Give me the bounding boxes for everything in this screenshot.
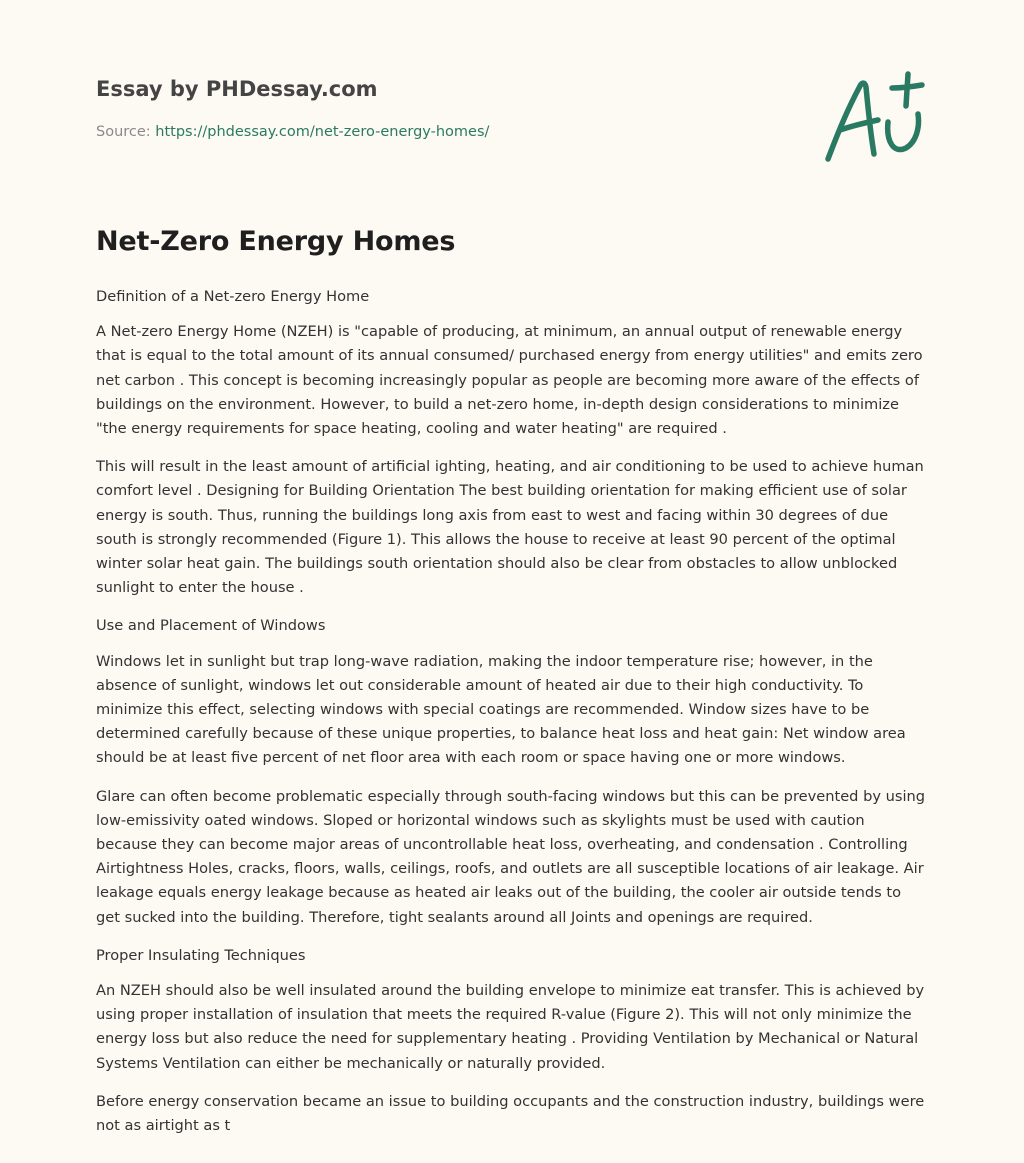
paragraph: A Net-zero Energy Home (NZEH) is "capable of producing, at minimum, an annual output of renewable energy that is equal to the total amount of its annual consumed/ purchased energy from energy utilities" and emits zero net carbon . This concept is becoming increasingly popular as people are becoming more aware of the effects of buildings on the environment. However, to build a net-zero home, in-depth design considerations to minimize "the energy requirements for space heating, cooling and water heating" are required .: [96, 323, 923, 438]
paragraph: This will result in the least amount of artificial ighting, heating, and air conditioning to be used to achieve human comfort level . Designing for Building Orientation The best building orientation for making efficient use of solar energy is south. Thus, running the buildings long axis from east to west and facing within 30 degrees of due south is strongly recommended (Figure 1). This allows the house to receive at least 90 percent of the optimal winter solar heat gain. The buildings south orientation should also be clear from obstacles to allow unblocked sunlight to enter the house .: [96, 458, 924, 597]
section-heading-insulation: Proper Insulating Techniques: [96, 946, 306, 964]
essay-body: [96, 285, 928, 1152]
source-line: [96, 124, 489, 140]
site-brand: Essay by PHDessay.com: [96, 77, 378, 101]
paragraph: An NZEH should also be well insulated around the building envelope to minimize eat transfer. This is achieved by using proper installation of insulation that meets the required R-value (Figure 2). This will not only minimize the energy loss but also reduce the need for supplementary heating . Providing Ventilation by Mechanical or Natural Systems Ventilation can either be mechanically or naturally provided.: [96, 982, 925, 1072]
source-link[interactable]: https://phdessay.com/net-zero-energy-homes/: [155, 124, 490, 140]
paragraph: Windows let in sunlight but trap long-wave radiation, making the indoor temperature rise; however, in the absence of sunlight, windows let out considerable amount of heated air due to their high conductivity. To minimize this effect, selecting windows with special coatings are recommended. Window sizes have to be determined carefully because of these unique properties, to balance heat loss and heat gain: Net window area should be at least five percent of net floor area with each room or space having one or more windows.: [96, 652, 906, 767]
paragraph: Glare can often become problematic especially through south-facing windows but this can be prevented by using low-emissivity oated windows. Sloped or horizontal windows such as skylights must be used with caution because they can become major areas of uncontrollable heat loss, overheating, and condensation . Controlling Airtightness Holes, cracks, floors, walls, ceilings, roofs, and outlets are all susceptible locations of air leakage. Air leakage equals energy leakage because as heated air leaks out of the building, the cooler air outside tends to get sucked into the building. Therefore, tight sealants around all Joints and openings are required.: [96, 787, 926, 926]
paragraph: Before energy conservation became an issue to building occupants and the construction industry, buildings were not as airtight as t: [96, 1092, 925, 1135]
source-label: Source:: [96, 124, 151, 140]
essay-title: Net-Zero Energy Homes: [96, 226, 456, 257]
section-heading-windows: Use and Placement of Windows: [96, 617, 326, 635]
section-heading-definition: Definition of a Net-zero Energy Home: [96, 288, 370, 305]
a-plus-logo-icon: [822, 68, 926, 164]
